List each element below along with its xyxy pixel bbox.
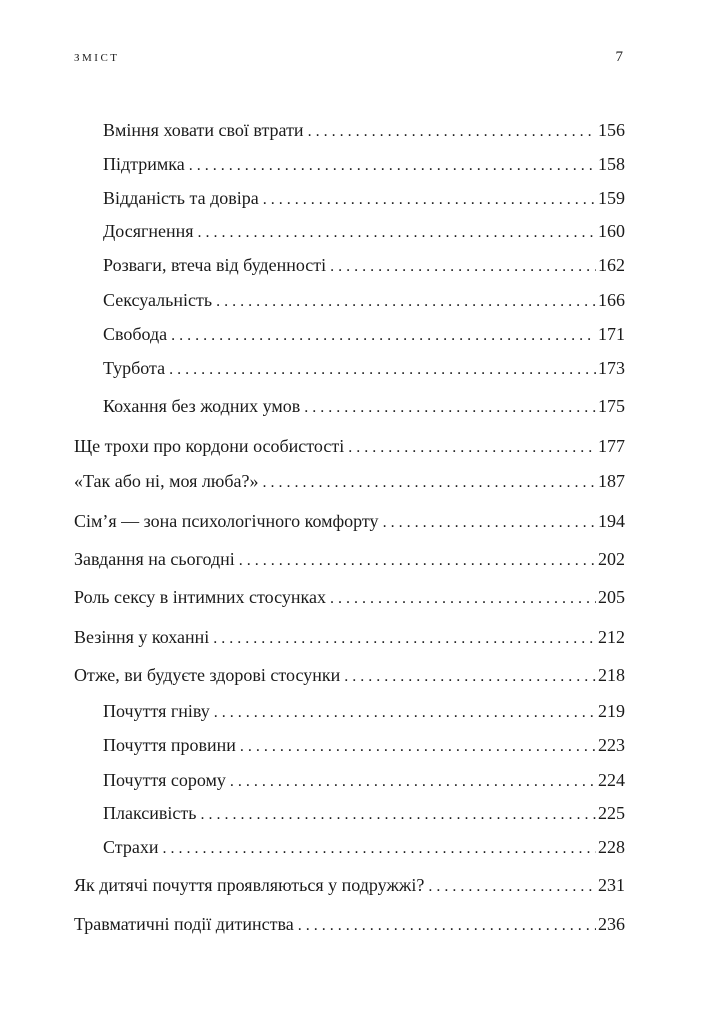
toc-entry-title: Розваги, втеча від буденності [103, 255, 327, 275]
toc-entry-title: Роль сексу в інтимних стосунках [74, 587, 326, 607]
toc-entry-title: Кохання без жодних умов [103, 396, 301, 416]
toc-entry [74, 873, 625, 897]
toc-entry [103, 801, 625, 825]
toc-entry [103, 186, 625, 210]
dot-leader [308, 120, 596, 144]
toc-entry-page: 228 [598, 837, 625, 857]
dot-leader [230, 770, 596, 794]
toc-entry [74, 509, 625, 533]
toc-entry-page: 175 [598, 396, 625, 416]
dot-leader [262, 471, 596, 495]
dot-leader [189, 154, 596, 178]
toc-entry-title: Турбота [103, 358, 166, 378]
dot-leader [330, 255, 596, 279]
dot-leader [198, 221, 596, 245]
toc-entry-page: 225 [598, 803, 625, 823]
dot-leader [240, 735, 596, 759]
toc-entry-page: 236 [598, 914, 625, 934]
toc-entry-title: Свобода [103, 324, 168, 344]
toc-entry [74, 585, 625, 609]
toc-entry-page: 166 [598, 290, 625, 310]
toc-entry-title: Завдання на сьогодні [74, 549, 235, 569]
toc-entry-page: 219 [598, 701, 625, 721]
toc-entry-title: Плаксивість [103, 803, 197, 823]
toc-entry [103, 356, 625, 380]
dot-leader [200, 803, 596, 827]
toc-entry [74, 912, 625, 936]
page-number: 7 [615, 49, 623, 65]
dot-leader [330, 587, 596, 611]
toc-entry-page: 173 [598, 358, 625, 378]
toc-entry-title: Страхи [103, 837, 159, 857]
toc-entry-title: Почуття гніву [103, 701, 210, 721]
toc-entry [74, 625, 625, 649]
toc-entry-page: 224 [598, 770, 625, 790]
toc-entry [103, 699, 625, 723]
dot-leader [213, 627, 596, 651]
toc-entry-title: Везіння у коханні [74, 627, 210, 647]
toc-entry [74, 434, 625, 458]
toc-entry-page: 205 [598, 587, 625, 607]
toc-entry-page: 212 [598, 627, 625, 647]
toc-entry-title: Сім’я — зона психологічного комфорту [74, 511, 379, 531]
dot-leader [344, 665, 596, 689]
toc-entry [103, 835, 625, 859]
dot-leader [428, 875, 596, 899]
toc-entry [103, 288, 625, 312]
toc-entry [74, 547, 625, 571]
toc-entry-page: 187 [598, 471, 625, 491]
toc-entry-page: 223 [598, 735, 625, 755]
dot-leader [239, 549, 596, 573]
dot-leader [171, 324, 596, 348]
toc-entry [103, 152, 625, 176]
toc-entry-title: Сексуальність [103, 290, 213, 310]
toc-entry-title: Відданість та довіра [103, 188, 259, 208]
toc-entry [103, 322, 625, 346]
toc-entry-title: Підтримка [103, 154, 185, 174]
toc-entry [103, 219, 625, 243]
dot-leader [383, 511, 596, 535]
toc-entry-page: 159 [598, 188, 625, 208]
toc-entry-page: 194 [598, 511, 625, 531]
toc-entry-title: Як дитячі почуття проявляються у подружжі? [74, 875, 425, 895]
toc-entry-page: 160 [598, 221, 625, 241]
toc-entry-title: Досягнення [103, 221, 194, 241]
toc-entry-page: 162 [598, 255, 625, 275]
toc-entry-title: Ще трохи про кордони особистості [74, 436, 345, 456]
dot-leader [216, 290, 596, 314]
toc-entry-title: Вміння ховати свої втрати [103, 120, 304, 140]
toc-entry-title: Почуття провини [103, 735, 236, 755]
dot-leader [169, 358, 596, 382]
toc-entry-title: Травматичні події дитинства [74, 914, 294, 934]
toc-entry-page: 171 [598, 324, 625, 344]
toc-entry-title: Почуття сорому [103, 770, 226, 790]
dot-leader [162, 837, 596, 861]
toc-entry [74, 663, 625, 687]
dot-leader [214, 701, 596, 725]
toc-entry [74, 469, 625, 493]
toc-entry-page: 202 [598, 549, 625, 569]
toc-entry [103, 394, 625, 418]
toc-entry-title: «Так або ні, моя люба?» [74, 471, 259, 491]
dot-leader [263, 188, 596, 212]
toc-entry-title: Отже, ви будуєте здорові стосунки [74, 665, 341, 685]
toc-entry [103, 733, 625, 757]
toc-entry-page: 158 [598, 154, 625, 174]
toc-entry [103, 118, 625, 142]
toc-entry [103, 768, 625, 792]
dot-leader [304, 396, 596, 420]
dot-leader [298, 914, 596, 938]
dot-leader [348, 436, 596, 460]
toc-entry-page: 231 [598, 875, 625, 895]
running-head: ЗМІСТ [74, 52, 120, 64]
toc-entry-page: 156 [598, 120, 625, 140]
toc-entry-page: 177 [598, 436, 625, 456]
toc-entry [103, 253, 625, 277]
toc-entry-page: 218 [598, 665, 625, 685]
